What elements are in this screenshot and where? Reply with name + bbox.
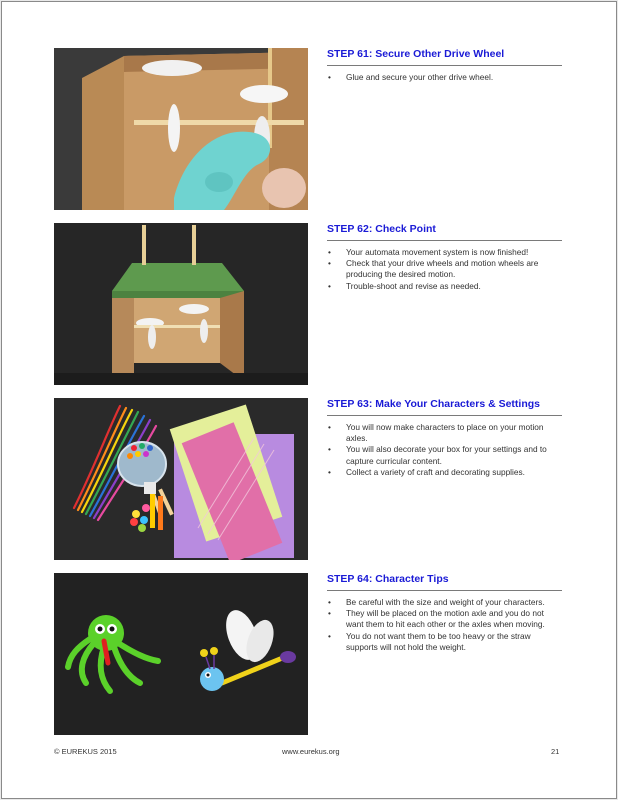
photo-check-point [54,223,308,385]
footer-website: www.eurekus.org [282,747,340,756]
list-item: • You will also decorate your box for your settings and to capture curricular content. [327,444,562,466]
bullet-list [327,72,562,83]
photo-character-examples-image [54,573,308,735]
step-title: STEP 63: Make Your Characters & Settings [327,398,562,416]
step-title: STEP 64: Character Tips [327,573,562,591]
footer-copyright: © EUREKUS 2015 [54,747,117,756]
list-item: • You will now make characters to place on your motion axles. [327,422,562,444]
photo-craft-supplies [54,398,308,560]
list-item: • You do not want them to be too heavy or the straw supports will not hold the weight. [327,631,562,653]
photo-craft-supplies-image [54,398,308,560]
step-62-text [327,223,562,292]
step-64-text [327,573,562,653]
photo-check-point-image [54,223,308,385]
photo-character-examples [54,573,308,735]
list-item: • Collect a variety of craft and decorating supplies. [327,467,562,478]
list-item: • Your automata movement system is now finished! [327,247,562,258]
step-title: STEP 61: Secure Other Drive Wheel [327,48,562,66]
footer-page-number: 21 [551,747,560,756]
list-item: • Check that your drive wheels and motion wheels are producing the desired motion. [327,258,562,280]
step-63-text [327,398,562,478]
photo-glue-drive-wheel [54,48,308,210]
step-title: STEP 62: Check Point [327,223,562,241]
bullet-list [327,247,562,292]
step-61-text [327,48,562,83]
list-item: • They will be placed on the motion axle and you do not want them to hit each other or the axles when moving. [327,608,562,630]
bullet-list [327,597,562,653]
document-page [1,1,617,799]
photo-glue-drive-wheel-image [54,48,308,210]
list-item: • Be careful with the size and weight of your characters. [327,597,562,608]
bullet-list [327,422,562,478]
list-item: • Trouble-shoot and revise as needed. [327,281,562,292]
list-item: • Glue and secure your other drive wheel. [327,72,562,83]
